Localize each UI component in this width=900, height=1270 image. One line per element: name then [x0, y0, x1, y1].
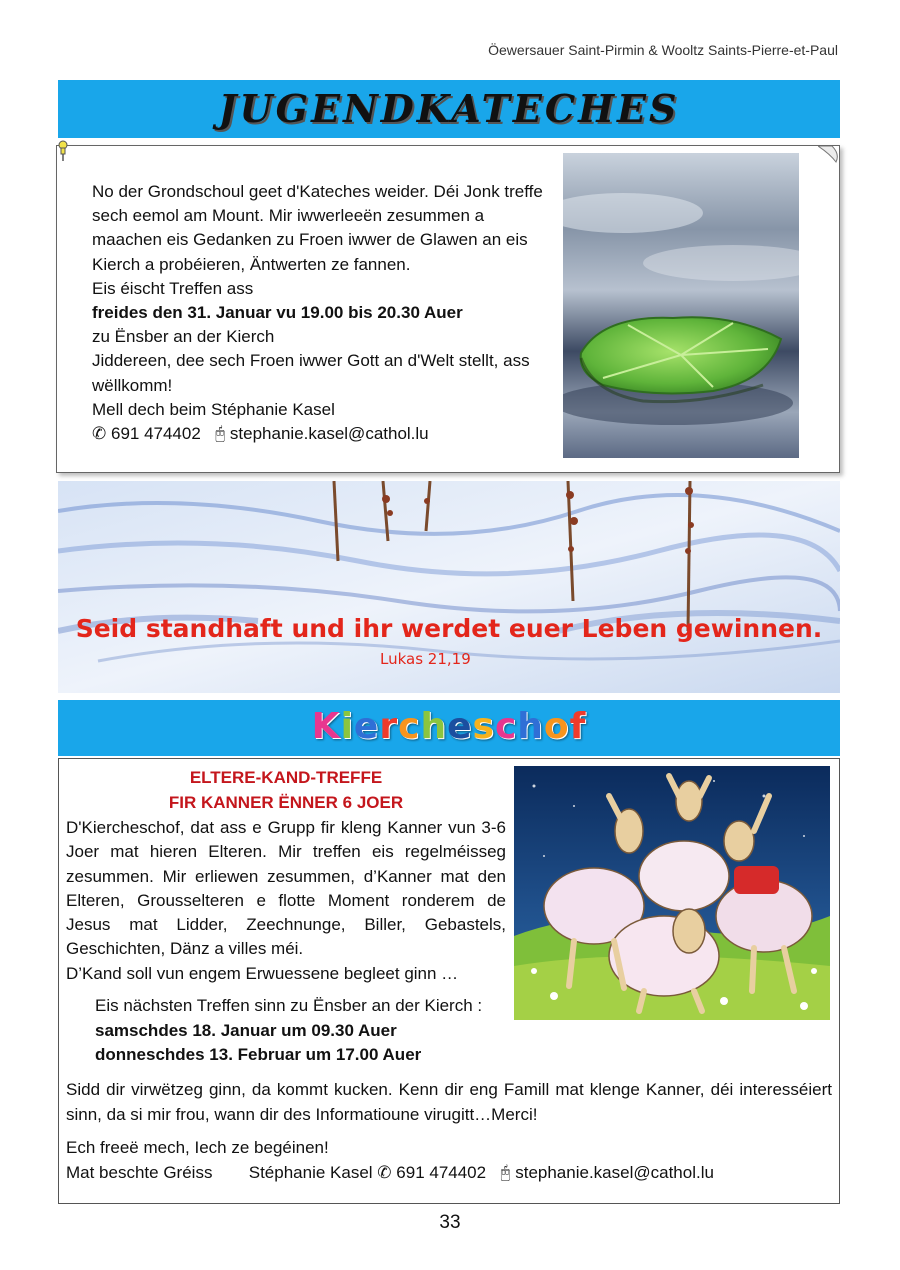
title-letter: o [543, 706, 570, 747]
email-link[interactable]: stephanie.kasel@cathol.lu [229, 424, 429, 444]
text-line: Eis éischt Treffen ass [92, 278, 254, 298]
title-letter: h [517, 706, 544, 747]
title-letter: h [420, 706, 448, 747]
event-subheading: FIR KANNER ËNNER 6 JOER [168, 793, 404, 812]
title-letter: i [340, 706, 354, 747]
text-line: zesummen. Mir erliewen zesummen, d’Kanner mat den [66, 866, 506, 886]
phone-number[interactable]: 691 474402 [396, 1162, 487, 1182]
title-letter: s [472, 706, 495, 747]
leaf-on-water-photo [563, 153, 799, 458]
next-meetings [95, 994, 515, 1068]
closing [66, 1136, 832, 1185]
jugendkateches-text [92, 180, 562, 446]
contact-line [92, 422, 562, 446]
bible-quote: Seid standhaft und ihr werdet euer Leben gewinnen. [75, 614, 823, 643]
mouse-icon: 🖰 [214, 424, 226, 444]
event-heading: ELTERE-KAND-TREFFE [189, 768, 383, 787]
text-line: No der Grondschoul geet d'Kateches weider. Déi Jonk treffe [92, 182, 543, 201]
text-line: sech eemol am Mount. Mir iwwerleeën zesummen a [92, 206, 485, 226]
kiercheschof-banner [58, 700, 840, 756]
title-letter: K [311, 706, 341, 747]
text-line: Jiddereen, dee sech Froen iwwer Gott an d'Welt stellt, ass [92, 351, 530, 371]
phone-icon: ✆ [92, 424, 107, 444]
signature-row [66, 1161, 832, 1186]
text-line: Elteren, Grousselteren e flotte Moment ronderem de [66, 890, 506, 910]
text-line: Joer mat hieren Elteren. Mir treffen eis regelméisseg [66, 842, 506, 862]
text-line: D'Kiercheschof, dat ass e Grupp fir kleng Kanner vun 3-6 [66, 818, 506, 837]
text-line: wëllkomm! [92, 375, 173, 395]
phone-icon: ✆ [377, 1162, 392, 1182]
text-line: Jesus mat Lidder, Zeechnunge, Biller, Gebastels, [66, 915, 506, 935]
kiercheschof-title [58, 706, 840, 747]
bible-reference: Lukas 21,19 [380, 650, 471, 668]
meeting-date: freides den 31. Januar vu 19.00 bis 20.30 Auer [92, 303, 463, 323]
invitation [66, 1078, 832, 1127]
pin-icon [56, 140, 70, 162]
kiercheschof-description [66, 816, 506, 986]
jugendkateches-title: JUGENDKATECHES [218, 86, 680, 131]
title-letter: c [398, 706, 421, 747]
title-letter: r [379, 706, 399, 747]
title-letter: c [494, 706, 518, 747]
meeting-date-1: samschdes 18. Januar um 09.30 Auer [95, 1020, 397, 1040]
text-line: D’Kand soll vun engem Erwuessene begleet ginn … [66, 963, 459, 983]
meeting-date-2: donneschdes 13. Februar um 17.00 Auer [95, 1045, 422, 1064]
greeting: Mat beschte Gréiss [66, 1162, 213, 1182]
title-letter: e [353, 706, 380, 747]
dancing-sheep-illustration [514, 766, 830, 1020]
jugendkateches-banner [58, 80, 840, 138]
text-line: Kierch a probéieren, Äntwerten ze fannen. [92, 254, 411, 274]
text-line: sinn, da si mir frou, wann dir des Informatioune virugitt…Merci! [66, 1104, 538, 1124]
text-line: maachen eis Gedanken zu Froen iwwer de Glawen an eis [92, 230, 528, 250]
text-line: Mell dech beim Stéphanie Kasel [92, 399, 335, 419]
text-line: zu Ënsber an der Kierch [92, 327, 275, 347]
page-number: 33 [439, 1212, 461, 1233]
text-line: Geschichten, Dänz a villes méi. [66, 939, 304, 959]
title-letter: f [569, 706, 587, 747]
contact-name: Stéphanie Kasel [248, 1162, 373, 1182]
mouse-icon: 🖰 [500, 1162, 511, 1182]
page-curl-icon [818, 146, 840, 164]
email-link[interactable]: stephanie.kasel@cathol.lu [515, 1162, 714, 1182]
title-letter: e [447, 706, 473, 747]
closing-line: Ech freeë mech, Iech ze begéinen! [66, 1138, 329, 1157]
phone-number[interactable]: 691 474402 [110, 424, 201, 444]
next-meetings-intro: Eis nächsten Treffen sinn zu Ënsber an der Kierch : [95, 996, 483, 1015]
text-line: Sidd dir virwëtzeg ginn, da kommt kucken. Kenn dir eng Famill mat klenge Kanner, déi interesséiert [66, 1080, 832, 1099]
parish-header: Öewersauer Saint-Pirmin & Wooltz Saints-Pierre-et-Paul [488, 42, 838, 58]
